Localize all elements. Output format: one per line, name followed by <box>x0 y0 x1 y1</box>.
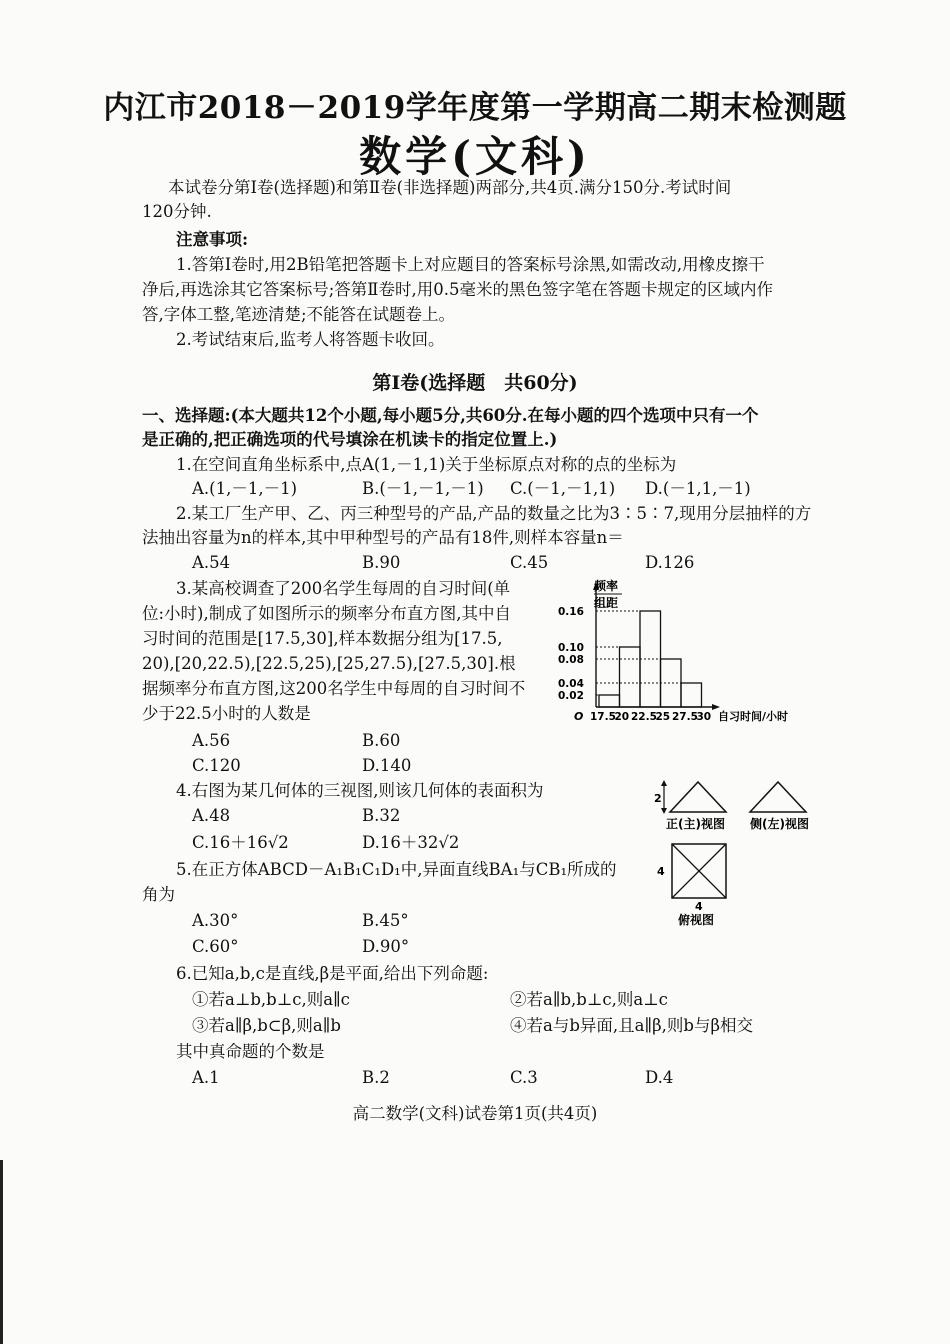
q4-option-a: A.48 <box>192 806 231 825</box>
histogram-bar-4 <box>681 683 702 707</box>
q3-option-c: C.120 <box>192 756 241 775</box>
note-1-line-1: 1.答第Ⅰ卷时,用2B铅笔把答题卡上对应题目的答案标号涂黑,如需改动,用橡皮擦干 <box>176 255 765 274</box>
y-tick-label-2: 0.08 <box>558 654 584 666</box>
histogram-bar-1 <box>620 647 641 707</box>
q4-stem: 4.右图为某几何体的三视图,则该几何体的表面积为 <box>176 781 544 800</box>
q4-option-d: D.16＋32√2 <box>362 833 460 852</box>
note-1-line-2: 净后,再选涂其它答案标号;答第Ⅱ卷时,用0.5毫米的黑色签字笔在答题卡规定的区域内作 <box>142 280 774 299</box>
intro-line-1: 本试卷分第Ⅰ卷(选择题)和第Ⅱ卷(非选择题)两部分,共4页.满分150分.考试时间 <box>168 178 732 197</box>
x-tick-label-3: 25 <box>655 711 671 723</box>
q5-line-2: 角为 <box>142 885 175 904</box>
q2-option-d: D.126 <box>645 553 695 572</box>
q3-line-3: 习时间的范围是[17.5,30],样本数据分组为[17.5, <box>142 629 503 648</box>
y-tick-label-1: 0.10 <box>558 642 584 654</box>
q2-option-a: A.54 <box>192 553 231 572</box>
q3-line-2: 位:小时),制成了如图所示的频率分布直方图,其中自 <box>142 604 511 623</box>
q6-option-d: D.4 <box>645 1068 674 1087</box>
page-footer: 高二数学(文科)试卷第1页(共4页) <box>352 1104 598 1123</box>
y-tick-label-4: 0.02 <box>558 690 584 702</box>
q5-option-c: C.60° <box>192 937 239 956</box>
q2-line-2: 法抽出容量为n的样本,其中甲种型号的产品有18件,则样本容量n＝ <box>142 528 624 547</box>
q6-option-c: C.3 <box>510 1068 538 1087</box>
q6-proposition-4: ④若a与b异面,且a∥β,则b与β相交 <box>510 1016 753 1035</box>
note-2: 2.考试结束后,监考人将答题卡收回。 <box>176 330 445 349</box>
intro-line-2: 120分钟. <box>142 202 212 221</box>
q3-line-5: 据频率分布直方图,这200名学生中每周的自习时间不 <box>142 679 526 698</box>
q6-option-a: A.1 <box>192 1068 220 1087</box>
depth-label: 4 <box>657 865 665 878</box>
y-label-top: 频率 <box>594 579 619 593</box>
section-1-title: 第Ⅰ卷(选择题 共60分) <box>372 372 578 394</box>
q3-option-d: D.140 <box>362 756 412 775</box>
q6-proposition-3: ③若a∥β,b⊂β,则a∥b <box>192 1016 341 1035</box>
q2-option-b: B.90 <box>362 553 401 572</box>
q2-line-1: 2.某工厂生产甲、乙、丙三种型号的产品,产品的数量之比为3∶5∶7,现用分层抽样的方 <box>176 504 812 523</box>
notes-title: 注意事项: <box>176 230 249 249</box>
origin-label: O <box>574 710 584 723</box>
dimension-arrow-down <box>661 808 667 814</box>
q3-option-a: A.56 <box>192 731 231 750</box>
q1-option-d: D.(－1,1,－1) <box>645 479 751 498</box>
x-tick-label-2: 22.5 <box>631 711 657 723</box>
q5-option-a: A.30° <box>192 911 239 930</box>
q1-option-c: C.(－1,－1,1) <box>510 479 616 498</box>
x-tick-label-4: 27.5 <box>672 711 698 723</box>
width-label: 4 <box>695 900 703 913</box>
q4-option-b: B.32 <box>362 806 401 825</box>
top-view-label: 俯视图 <box>678 913 715 927</box>
subject-title: 数学(文科) <box>359 132 591 181</box>
q6-proposition-1: ①若a⊥b,b⊥c,则a∥c <box>192 990 350 1009</box>
dimension-arrow-up <box>661 780 667 786</box>
front-view-label: 正(主)视图 <box>666 817 725 831</box>
x-tick-label-5: 30 <box>696 711 712 723</box>
q3-option-b: B.60 <box>362 731 401 750</box>
frequency-histogram <box>556 574 818 726</box>
q2-option-c: C.45 <box>510 553 549 572</box>
q3-line-1: 3.某高校调查了200名学生每周的自习时间(单 <box>176 579 511 598</box>
q6-question: 其中真命题的个数是 <box>176 1042 325 1061</box>
q5-option-d: D.90° <box>362 937 410 956</box>
y-tick-label-0: 0.16 <box>558 606 584 618</box>
section-1-instruction-1: 一、选择题:(本大题共12个小题,每小题5分,共60分.在每小题的四个选项中只有一个 <box>142 406 759 425</box>
q1-option-b: B.(－1,－1,－1) <box>362 479 484 498</box>
x-tick-label-0: 17.5 <box>590 711 616 723</box>
q6-stem: 6.已知a,b,c是直线,β是平面,给出下列命题: <box>176 964 489 983</box>
three-view-diagram <box>652 774 822 934</box>
y-tick-label-3: 0.04 <box>558 678 584 690</box>
q6-proposition-2: ②若a∥b,b⊥c,则a⊥c <box>510 990 668 1009</box>
q4-option-c: C.16＋16√2 <box>192 833 289 852</box>
q6-option-b: B.2 <box>362 1068 390 1087</box>
exam-title: 内江市2018－2019学年度第一学期高二期末检测题 <box>103 90 847 126</box>
y-label-bottom: 组距 <box>594 596 619 610</box>
front-view-triangle <box>670 782 726 812</box>
q1-option-a: A.(1,－1,－1) <box>192 479 298 498</box>
q3-line-4: 20),[20,22.5),[22.5,25),[25,27.5),[27.5,30].根 <box>142 654 516 673</box>
x-axis-label: 自习时间/小时 <box>718 710 789 723</box>
q5-line-1: 5.在正方体ABCD－A₁B₁C₁D₁中,异面直线BA₁与CB₁所成的 <box>176 860 617 879</box>
side-view-triangle <box>750 782 806 812</box>
histogram-bar-0 <box>599 695 620 707</box>
side-view-label: 侧(左)视图 <box>750 817 809 831</box>
q3-line-6: 少于22.5小时的人数是 <box>142 704 311 723</box>
scan-edge-line <box>0 1160 3 1344</box>
q5-option-b: B.45° <box>362 911 409 930</box>
note-1-line-3: 答,字体工整,笔迹清楚;不能答在试题卷上。 <box>142 305 456 324</box>
q1-stem: 1.在空间直角坐标系中,点A(1,－1,1)关于坐标原点对称的点的坐标为 <box>176 455 677 474</box>
x-tick-label-1: 20 <box>614 711 630 723</box>
height-label: 2 <box>654 792 662 805</box>
section-1-instruction-2: 是正确的,把正确选项的代号填涂在机读卡的指定位置上.) <box>142 430 558 449</box>
